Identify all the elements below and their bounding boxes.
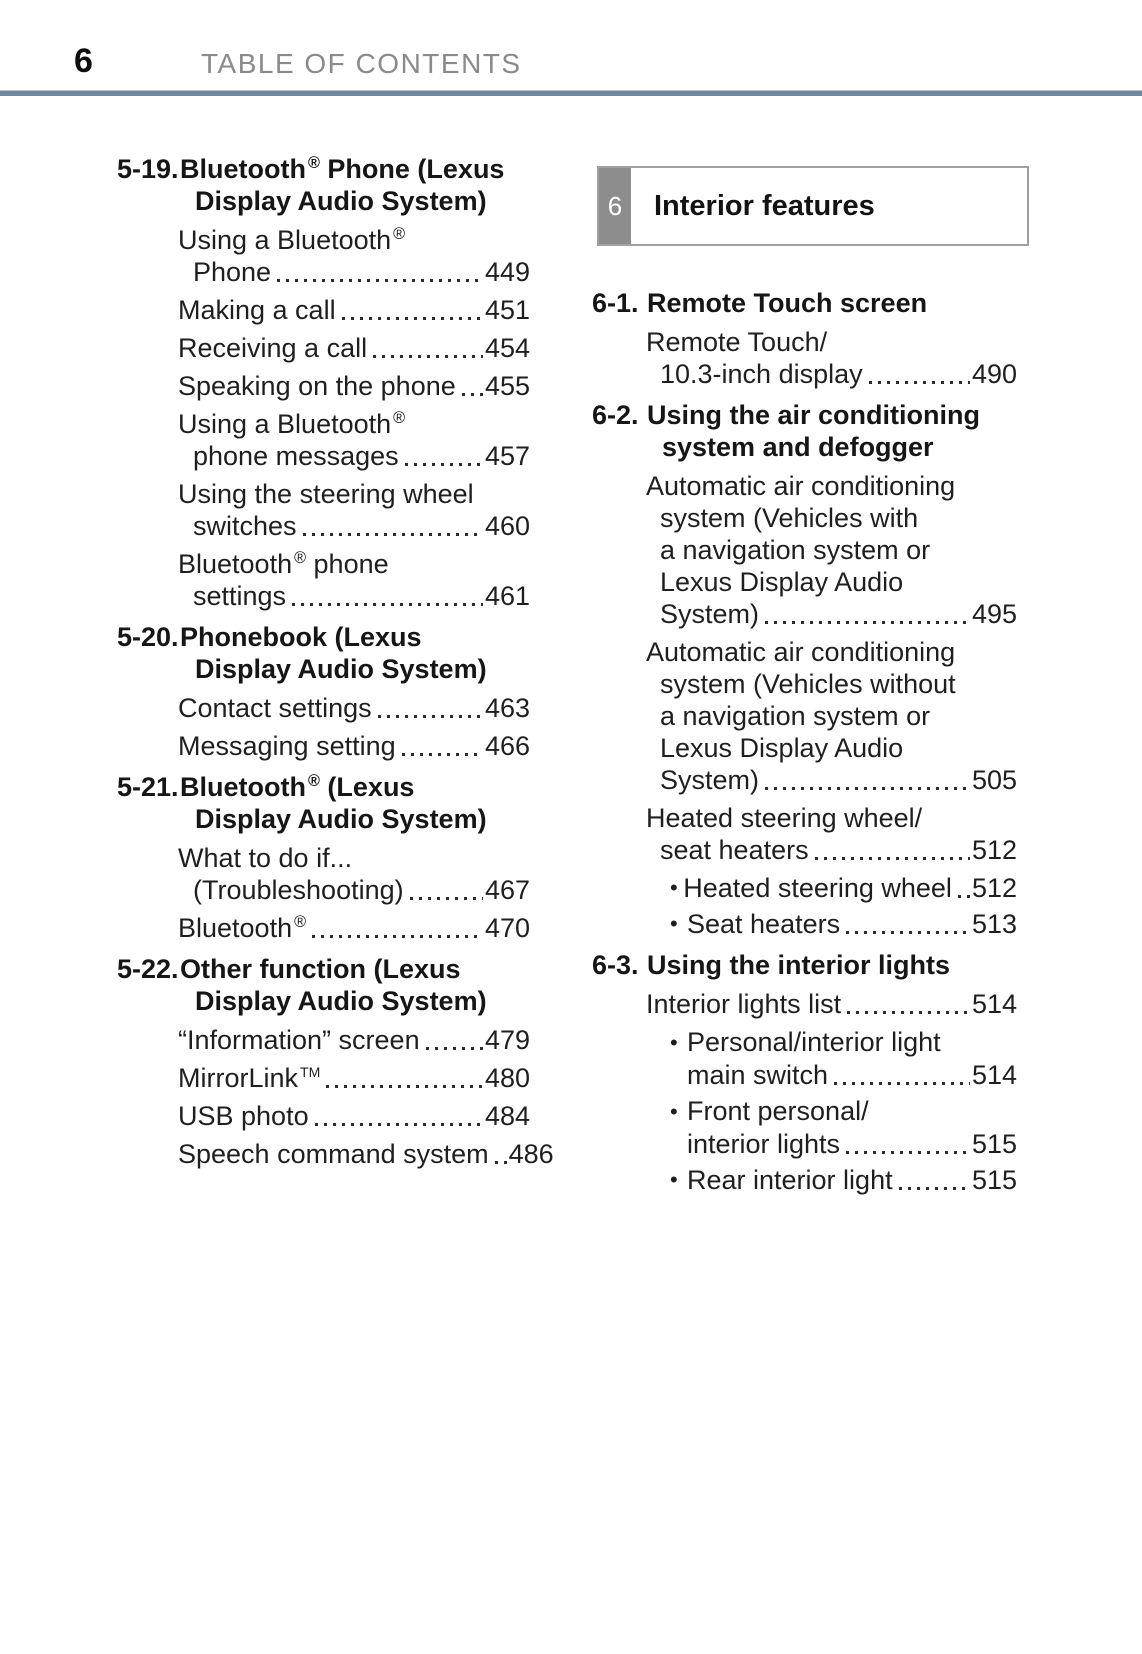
chapter-number-tab <box>599 168 631 244</box>
page-number: 461 <box>484 581 530 611</box>
entry-text: Using the steering wheel <box>178 479 474 509</box>
entry-text: Phone <box>193 257 272 287</box>
toc-entry <box>117 692 530 724</box>
toc-entry-line <box>178 912 530 944</box>
toc-section-heading <box>117 153 530 217</box>
toc-entry-line <box>178 874 530 906</box>
chapter-box <box>597 166 1029 246</box>
entry-text: Lexus Display Audio <box>660 567 904 597</box>
section-number: 5-22. <box>117 954 179 984</box>
section-title <box>180 953 530 1017</box>
toc-entry <box>117 370 530 402</box>
toc-entry <box>592 908 1017 940</box>
registered-trademark-icon: ® <box>294 549 307 567</box>
section-title-line: Display Audio System) <box>195 804 487 834</box>
entry-text: Using a Bluetooth ® <box>178 225 406 255</box>
section-title <box>180 621 530 685</box>
toc-section-heading <box>117 771 530 835</box>
bullet-icon: • <box>670 911 678 936</box>
entry-text: a navigation system or <box>660 701 931 731</box>
dot-leader <box>846 931 970 934</box>
page-number: 513 <box>971 909 1017 939</box>
toc-entry-line <box>670 908 1017 940</box>
toc-entry <box>117 730 530 762</box>
toc-entry-line <box>646 834 1017 866</box>
registered-trademark-icon: ® <box>294 913 307 931</box>
toc-entry-line <box>646 802 1017 834</box>
toc-entry <box>592 802 1017 866</box>
entry-text: Interior lights list <box>646 989 842 1019</box>
page-number: 451 <box>484 295 530 325</box>
toc-entry-line <box>646 764 1017 796</box>
dot-leader <box>834 1082 970 1085</box>
entry-text: Personal/interior light <box>687 1027 941 1057</box>
entry-text: Automatic air conditioning <box>646 471 956 501</box>
entry-text: settings <box>193 581 287 611</box>
toc-column-right-sections <box>592 287 1017 1196</box>
section-number: 6-2. <box>592 400 639 430</box>
toc-section <box>592 399 1017 940</box>
dot-leader <box>462 393 483 396</box>
section-title-line: Bluetooth ® (Lexus <box>180 772 415 802</box>
section-number: 6-1. <box>592 288 639 318</box>
entry-text: system (Vehicles without <box>660 669 956 699</box>
toc-entry-line <box>646 988 1017 1020</box>
registered-trademark-icon: ® <box>307 772 320 790</box>
entry-text: switches <box>193 511 297 541</box>
page-title: TABLE OF CONTENTS <box>201 48 522 79</box>
toc-column-left <box>117 153 554 1176</box>
toc-entry-line <box>178 1138 554 1170</box>
entry-text: Front personal/ <box>687 1096 869 1126</box>
page-number: 449 <box>484 257 530 287</box>
entry-text: Speaking on the phone <box>178 371 456 401</box>
section-title-line: Using the air conditioning <box>647 400 980 430</box>
toc-entry <box>117 548 530 612</box>
trademark-icon: TM <box>300 1064 321 1080</box>
toc-entry-line <box>646 470 1017 502</box>
toc-entry-line <box>178 224 530 256</box>
entry-text: phone messages <box>193 441 399 471</box>
page-number: 514 <box>971 1060 1017 1090</box>
toc-entry-line <box>646 502 1017 534</box>
section-title-line: Bluetooth ® Phone (Lexus <box>180 154 505 184</box>
toc-entry-line <box>178 842 530 874</box>
toc-entry <box>592 872 1017 904</box>
toc-entry <box>117 912 530 944</box>
entry-text: Using a Bluetooth ® <box>178 409 406 439</box>
entry-text: Lexus Display Audio <box>660 733 904 763</box>
page-number: 467 <box>484 875 530 905</box>
entry-text: seat heaters <box>660 835 809 865</box>
toc-entry-line <box>178 1100 530 1132</box>
toc-entry <box>117 478 530 542</box>
dot-leader <box>815 857 970 860</box>
toc-entry <box>117 224 530 288</box>
entry-text: What to do if... <box>178 843 353 873</box>
section-title <box>647 287 1017 319</box>
toc-entry-line <box>178 1062 530 1094</box>
toc-entry-line <box>178 510 530 542</box>
page-number: 486 <box>508 1139 554 1169</box>
page-number: 463 <box>484 693 530 723</box>
toc-entry <box>117 1024 530 1056</box>
page-number: 457 <box>484 441 530 471</box>
toc-entry <box>592 636 1017 796</box>
entry-text: Messaging setting <box>178 731 396 761</box>
entry-text: Automatic air conditioning <box>646 637 956 667</box>
dot-leader <box>303 533 483 536</box>
page-number: 505 <box>971 765 1017 795</box>
toc-entry <box>592 1095 1017 1160</box>
bullet-icon: • <box>670 1167 678 1192</box>
toc-entry-line <box>178 294 530 326</box>
toc-entry-line <box>646 732 1017 764</box>
toc-entry-line <box>178 548 530 580</box>
page-number: 512 <box>971 835 1017 865</box>
toc-column-right <box>592 153 1017 1200</box>
toc-entry <box>117 1100 530 1132</box>
dot-leader <box>846 1151 970 1154</box>
section-title-line: system and defogger <box>662 432 934 462</box>
section-title-line: Display Audio System) <box>195 986 487 1016</box>
toc-entry <box>592 1164 1017 1196</box>
registered-trademark-icon: ® <box>393 409 406 427</box>
toc-entry-line <box>646 566 1017 598</box>
section-number: 6-3. <box>592 950 639 980</box>
section-number: 5-19. <box>117 154 179 184</box>
toc-entry <box>117 842 530 906</box>
entry-text: MirrorLink ™ <box>178 1063 321 1093</box>
toc-section <box>117 153 530 612</box>
entry-text: main switch <box>687 1060 829 1090</box>
toc-entry <box>117 332 530 364</box>
entry-text: 10.3-inch display <box>660 359 863 389</box>
header-rule <box>0 90 1142 96</box>
page-number-header: 6 <box>74 42 93 80</box>
entry-text: a navigation system or <box>660 535 931 565</box>
entry-text: (Troubleshooting) <box>193 875 404 905</box>
dot-leader <box>410 897 483 900</box>
dot-leader <box>402 753 483 756</box>
toc-section <box>592 287 1017 390</box>
chapter-number: 6 <box>607 191 623 221</box>
section-title <box>647 399 1017 463</box>
section-title-line: Using the interior lights <box>647 950 951 980</box>
toc-entry <box>592 470 1017 630</box>
toc-entry <box>117 294 530 326</box>
toc-entry-line <box>178 692 530 724</box>
entry-text: “Information” screen <box>178 1025 420 1055</box>
entry-text: interior lights <box>687 1129 841 1159</box>
dot-leader <box>765 787 970 790</box>
dot-leader <box>899 1187 970 1190</box>
entry-text: USB photo <box>178 1101 309 1131</box>
page-number: 480 <box>484 1063 530 1093</box>
section-number: 5-21. <box>117 772 179 802</box>
page-number: 495 <box>971 599 1017 629</box>
registered-trademark-icon: ® <box>307 154 320 172</box>
dot-leader <box>378 715 483 718</box>
entry-text: Rear interior light <box>687 1165 893 1195</box>
toc-entry <box>117 408 530 472</box>
page-number: 466 <box>484 731 530 761</box>
entry-text: system (Vehicles with <box>660 503 919 533</box>
toc-entry-line <box>670 1026 1017 1059</box>
bullet-icon: • <box>670 1099 678 1124</box>
section-title-line: Display Audio System) <box>195 654 487 684</box>
entry-text: Receiving a call <box>178 333 368 363</box>
bullet-icon: • <box>670 875 678 900</box>
page-number: 484 <box>484 1101 530 1131</box>
toc-entry <box>117 1062 530 1094</box>
toc-entry-line <box>178 256 530 288</box>
registered-trademark-icon: ® <box>393 225 406 243</box>
entry-text: Seat heaters <box>687 909 841 939</box>
dot-leader <box>405 463 483 466</box>
toc-entry <box>592 326 1017 390</box>
page-number: 454 <box>484 333 530 363</box>
toc-entry-line <box>178 370 530 402</box>
toc-entry <box>117 1138 554 1170</box>
toc-entry-line <box>670 1128 1017 1160</box>
dot-leader <box>277 279 483 282</box>
toc-section <box>117 621 530 762</box>
toc-entry-line <box>646 636 1017 668</box>
toc-entry-line <box>670 1059 1017 1091</box>
section-title <box>180 153 530 217</box>
section-title <box>647 949 1017 981</box>
page-number: 490 <box>971 359 1017 389</box>
page-number: 479 <box>484 1025 530 1055</box>
toc-section-heading <box>592 399 1017 463</box>
toc-entry-line <box>178 408 530 440</box>
dot-leader <box>495 1161 507 1164</box>
dot-leader <box>847 1011 970 1014</box>
toc-entry-line <box>646 358 1017 390</box>
toc-entry-line <box>670 872 1017 904</box>
toc-entry-line <box>646 700 1017 732</box>
dot-leader <box>958 895 970 898</box>
page-number: 514 <box>971 989 1017 1019</box>
toc-entry-line <box>646 598 1017 630</box>
toc-section <box>117 771 530 944</box>
chapter-title: Interior features <box>654 190 875 222</box>
dot-leader <box>342 317 483 320</box>
page-number: 455 <box>484 371 530 401</box>
dot-leader <box>292 603 483 606</box>
section-number: 5-20. <box>117 622 179 652</box>
dot-leader <box>765 621 970 624</box>
toc-entry <box>592 1026 1017 1091</box>
page-number: 515 <box>971 1165 1017 1195</box>
dot-leader <box>869 381 970 384</box>
entry-text: Heated steering wheel/ <box>646 803 923 833</box>
toc-entry-line <box>670 1095 1017 1128</box>
toc-entry-line <box>178 730 530 762</box>
toc-section <box>592 949 1017 1196</box>
toc-entry-line <box>670 1164 1017 1196</box>
page-number: 460 <box>484 511 530 541</box>
toc-entry-line <box>646 534 1017 566</box>
dot-leader <box>426 1047 483 1050</box>
toc-entry-line <box>178 332 530 364</box>
toc-entry-line <box>178 1024 530 1056</box>
entry-text: Heated steering wheel <box>683 873 952 903</box>
section-title <box>180 771 530 835</box>
toc-entry-line <box>178 440 530 472</box>
entry-text: Bluetooth ® phone <box>178 549 389 579</box>
section-title-line: Other function (Lexus <box>180 954 461 984</box>
entry-text: Making a call <box>178 295 336 325</box>
dot-leader <box>326 1085 483 1088</box>
toc-entry-line <box>178 580 530 612</box>
toc-content <box>0 153 1142 1200</box>
entry-text: Bluetooth ® <box>178 913 307 943</box>
entry-text: Speech command system <box>178 1139 489 1169</box>
toc-entry-line <box>646 326 1017 358</box>
page-header <box>0 0 1142 90</box>
page-number: 470 <box>484 913 530 943</box>
toc-entry-line <box>178 478 530 510</box>
page-number: 512 <box>971 873 1017 903</box>
dot-leader <box>315 1123 483 1126</box>
entry-text: Contact settings <box>178 693 372 723</box>
page-number: 515 <box>971 1129 1017 1159</box>
toc-section-heading <box>117 621 530 685</box>
toc-entry-line <box>646 668 1017 700</box>
section-title-line: Phonebook (Lexus <box>180 622 422 652</box>
dot-leader <box>373 355 483 358</box>
toc-entry <box>592 988 1017 1020</box>
dot-leader <box>312 935 483 938</box>
entry-text: System) <box>660 599 760 629</box>
entry-text: System) <box>660 765 760 795</box>
toc-section-heading <box>117 953 530 1017</box>
toc-section-heading <box>592 287 1017 319</box>
toc-section <box>117 953 554 1170</box>
section-title-line: Display Audio System) <box>195 186 487 216</box>
toc-section-heading <box>592 949 1017 981</box>
section-title-line: Remote Touch screen <box>647 288 928 318</box>
bullet-icon: • <box>670 1030 678 1055</box>
entry-text: Remote Touch/ <box>646 327 828 357</box>
